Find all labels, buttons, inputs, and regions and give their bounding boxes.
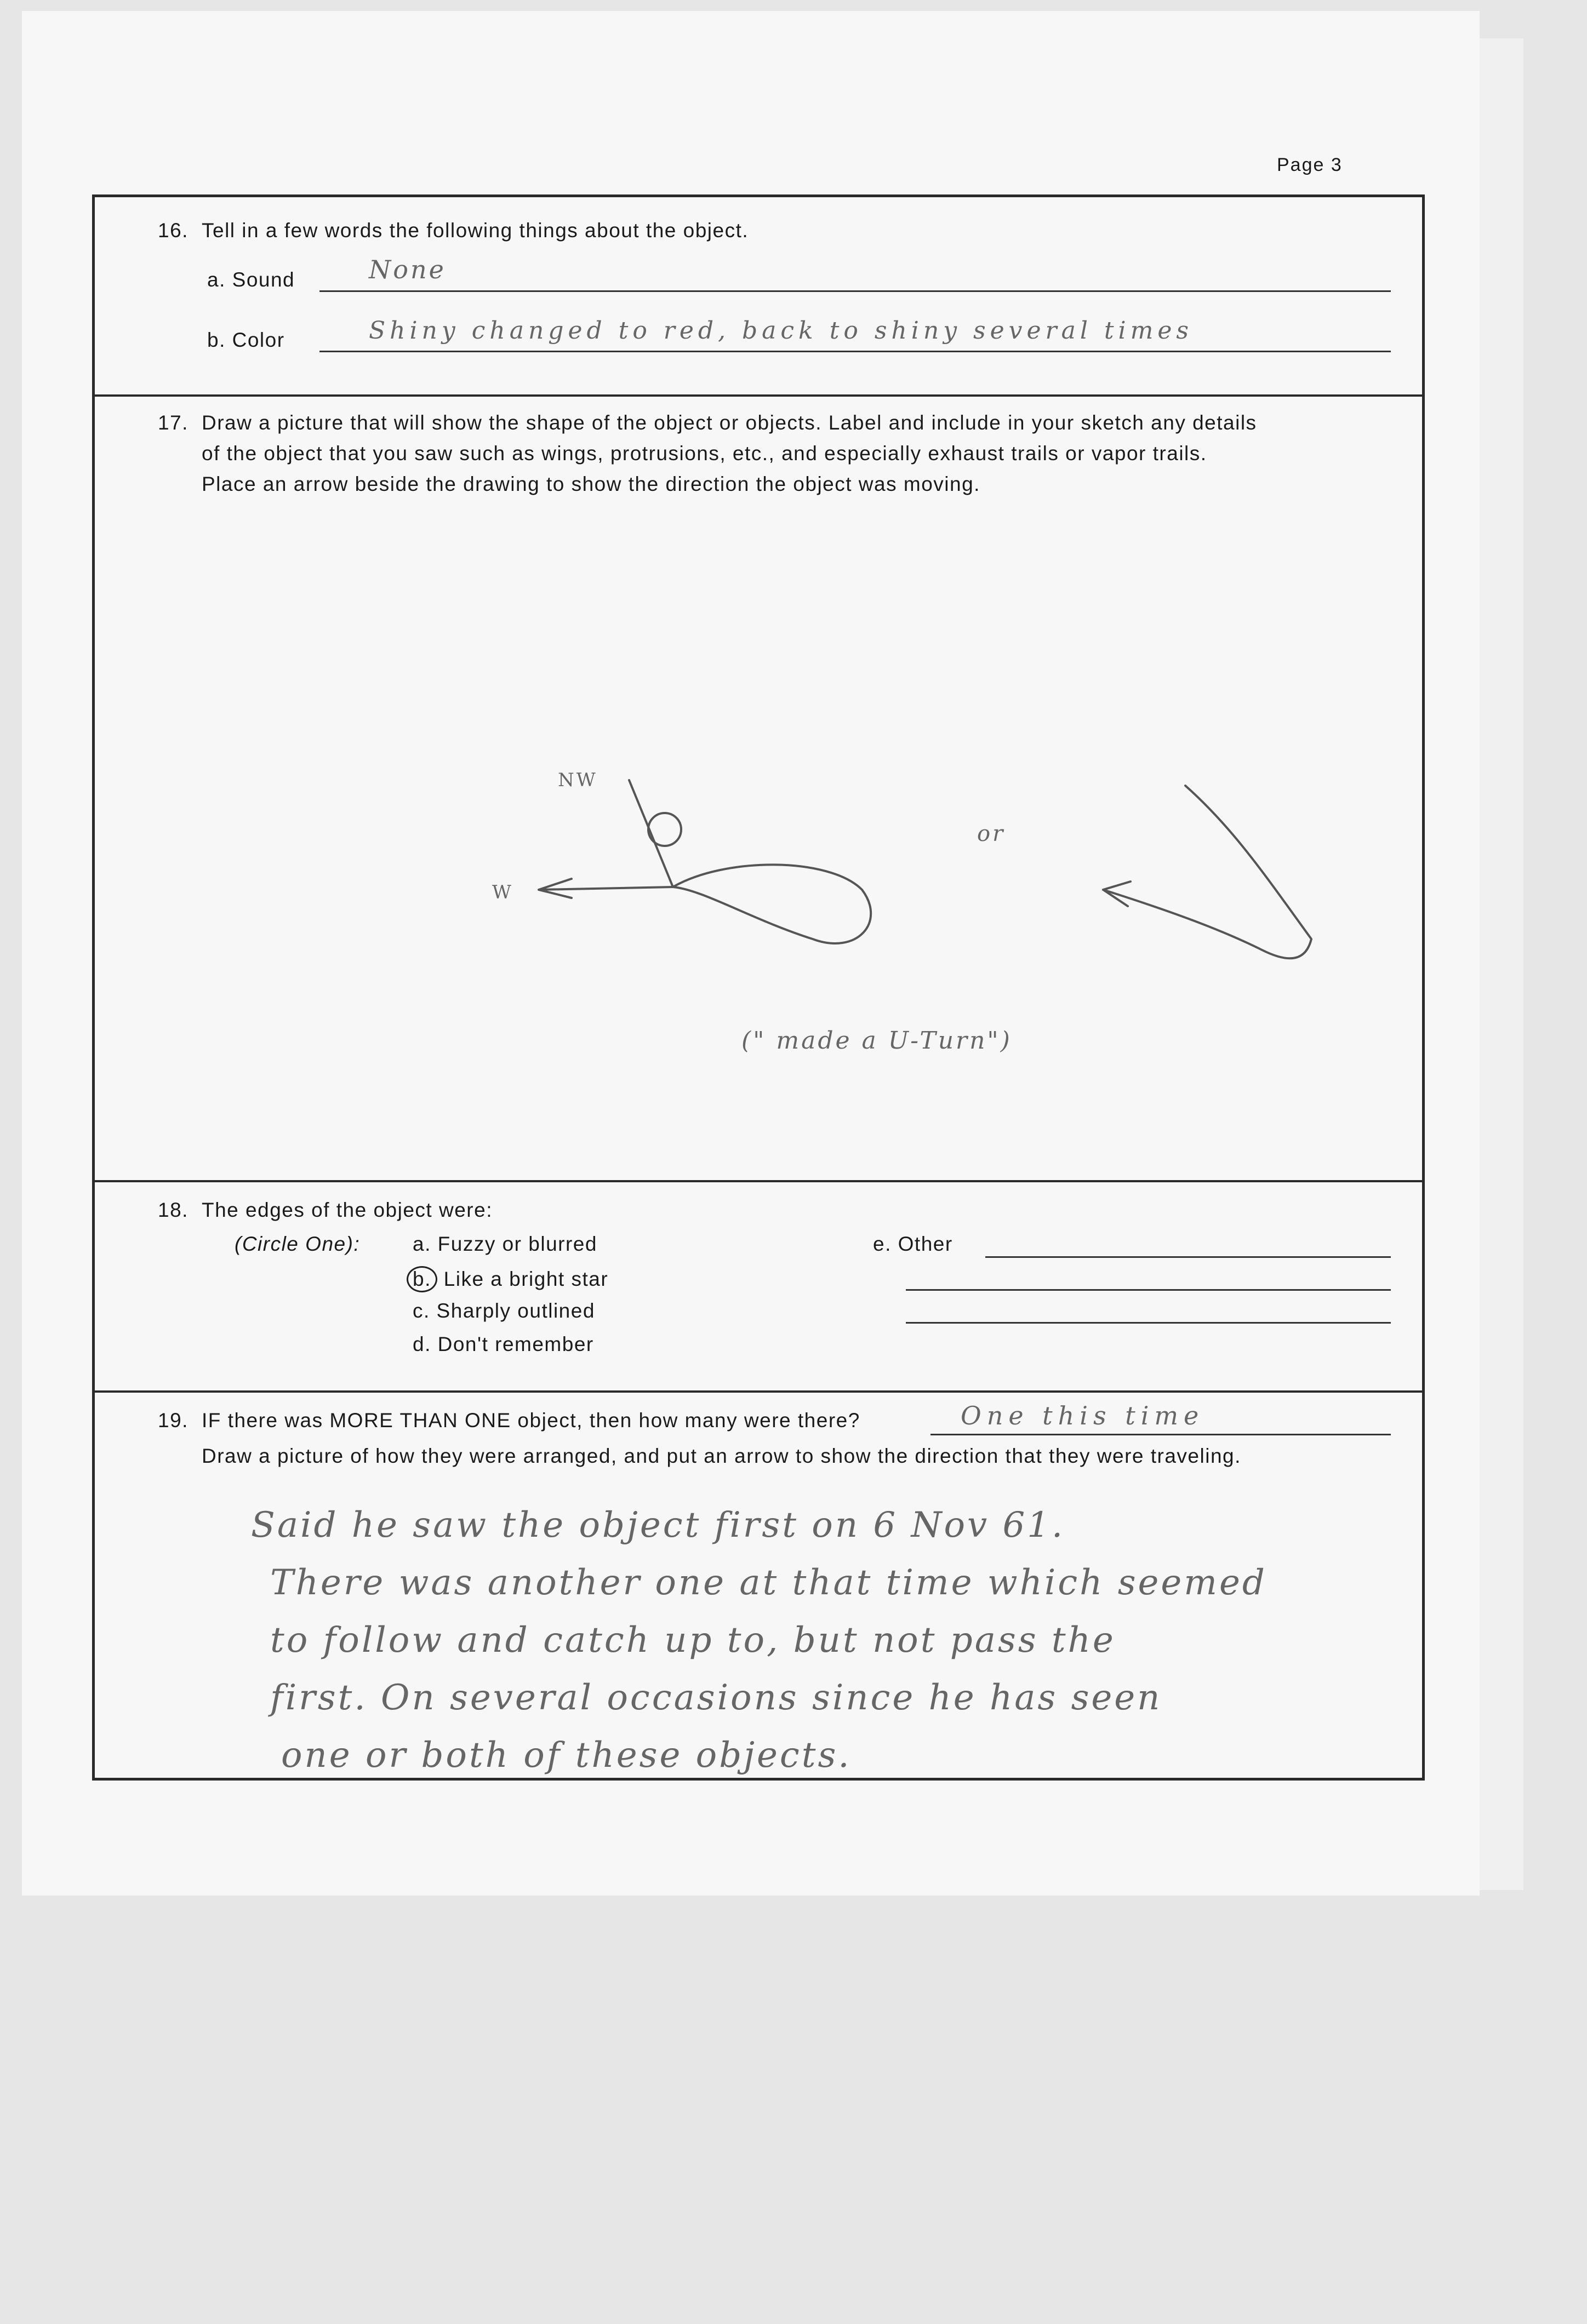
section-17 [95,397,1422,1182]
questionnaire-form [92,194,1425,1781]
q18-prompt: 18. The edges of the object were: [158,1199,493,1221]
section-18 [95,1182,1422,1393]
other-line-2 [906,1289,1391,1291]
count-answer: One this time [961,1401,1204,1430]
q16-prompt: 16. Tell in a few words the following things about the object. [158,219,749,242]
option-b-text: Like a bright star [443,1268,609,1290]
handwritten-line-5: one or both of these objects. [281,1735,852,1776]
q19-prompt: 19. IF there was MORE THAN ONE object, then how many were there? [158,1409,860,1432]
circle-one-label: (Circle One): [235,1233,361,1255]
section-19 [95,1393,1422,1778]
sketch-path-loop [629,780,871,943]
section-16 [95,197,1422,397]
count-line [930,1434,1391,1435]
handwritten-line-2: There was another one at that time which seemed [270,1562,1267,1603]
q19-prompt-2: Draw a picture of how they were arranged, and put an arrow to show the direction that they were traveling. [202,1445,1241,1467]
sound-line [319,290,1391,292]
color-label: b. Color [207,329,285,351]
sketch-caption: (" made a U-Turn") [741,1027,1012,1055]
q17-prompt: 17. Draw a picture that will show the shape of the object or objects. Label and include in your sketch any details of the object that you saw such as wings, protrusions, etc., and especially exhaust trails or vapor trails. Place an arrow beside the drawing to show the direction the object was moving. [158,411,1257,495]
option-b [413,1266,608,1292]
other-line-1 [985,1256,1391,1258]
label-nw: NW [558,769,598,791]
sound-label: a. Sound [207,268,295,291]
option-d: d. Don't remember [413,1333,594,1355]
color-answer: Shiny changed to red, back to shiny several times [369,317,1193,345]
color-line [319,351,1391,352]
other-label: e. Other [873,1233,953,1255]
page-number: Page 3 [1277,154,1343,175]
option-b-circled: b. [407,1266,437,1292]
object-sketch [95,397,1417,1180]
option-a: a. Fuzzy or blurred [413,1233,597,1255]
option-c: c. Sharply outlined [413,1300,595,1322]
label-w: W [492,881,513,903]
sound-answer: None [369,255,446,284]
handwritten-line-1: Said he saw the object first on 6 Nov 61. [251,1505,1065,1545]
handwritten-line-3: to follow and catch up to, but not pass the [270,1620,1116,1661]
sketch-west-arrow [539,879,673,898]
sketch-uturn-path [1103,786,1311,958]
other-line-3 [906,1322,1391,1324]
label-or: or [977,821,1006,846]
handwritten-line-4: first. On several occasions since he has seen [270,1678,1162,1718]
